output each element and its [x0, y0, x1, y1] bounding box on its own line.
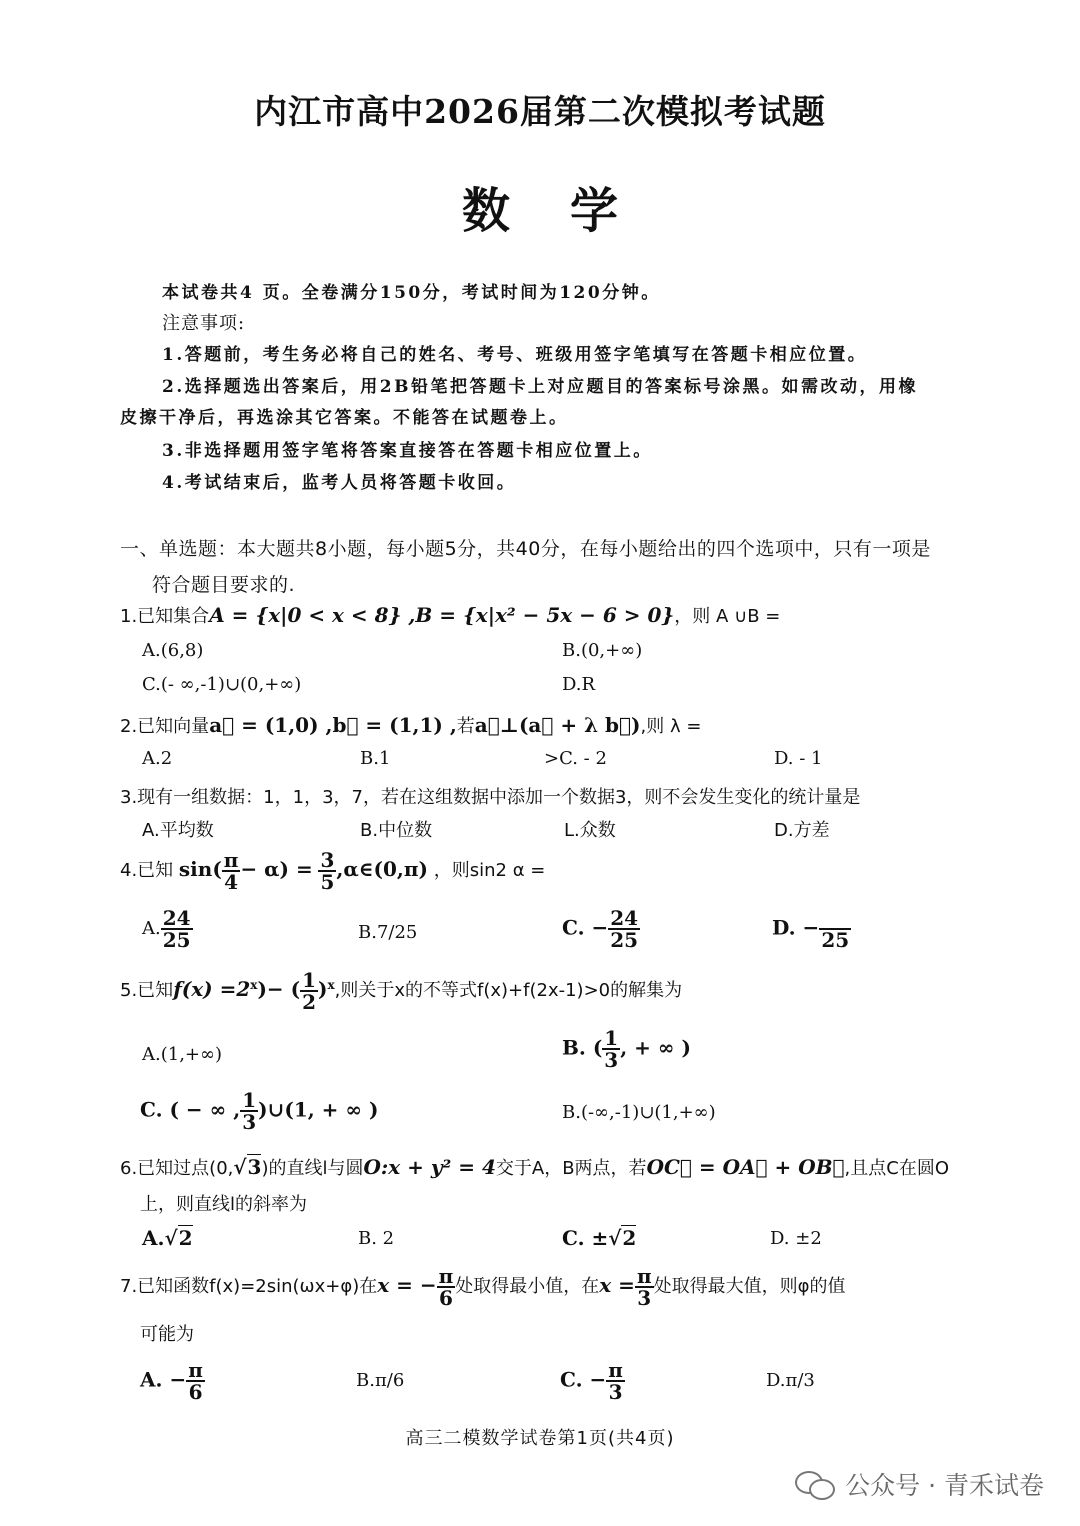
page-footer: 高三二模数学试卷第1页(共4页) — [405, 1428, 675, 1449]
q5-math-c: ) — [318, 977, 328, 1001]
question-7-stem — [120, 1266, 845, 1308]
q3-option-b: B.中位数 — [360, 820, 433, 841]
q6-option-a: A.√2 — [142, 1226, 193, 1250]
q7-three: 3 — [637, 1286, 652, 1310]
q4-c-label: C. − — [562, 915, 609, 940]
q4-mid: − α) = — [240, 857, 313, 881]
q5-c-frac — [240, 1090, 258, 1132]
q6-vector: OC⃗ = OA⃗ + OB⃗ — [646, 1155, 845, 1179]
q7-c-num: π — [608, 1358, 623, 1382]
q4-c-num: 24 — [610, 906, 639, 930]
question-2-stem — [120, 712, 701, 738]
q5-option-d: B.(-∞,-1)∪(1,+∞) — [562, 1102, 716, 1123]
notice-item-1: 1.答题前，考生务必将自己的姓名、考号、班级用签字笔填写在答题卡相应位置。 — [162, 345, 868, 365]
q4-option-d — [772, 908, 851, 950]
q5-b-rest: , + ∞ ) — [620, 1035, 691, 1060]
q7-c-label: C. − — [560, 1367, 607, 1392]
q4-three: 3 — [320, 848, 335, 872]
q7-frac-pi-6 — [437, 1266, 456, 1308]
q4-a-frac — [161, 908, 193, 950]
notice-item-2b: 皮擦干净后，再选涂其它答案。不能答在试题卷上。 — [120, 408, 569, 428]
q7-pi-1: π — [438, 1264, 454, 1288]
q4-four: 4 — [224, 870, 239, 894]
q7-option-d: D.π/3 — [766, 1370, 815, 1391]
q5-sup-2: x — [327, 978, 335, 992]
q5-prefix: 5.已知 — [120, 980, 174, 1001]
q6-mid1: )的直线l与圆 — [261, 1158, 364, 1179]
exam-title: 内江市高中2026届第二次模拟考试题 — [254, 92, 826, 131]
q7-option-a — [140, 1360, 205, 1402]
q5-option-a: A.(1,+∞) — [142, 1044, 223, 1065]
q2-math: a⃗ = (1,0) ,b⃗ = (1,1) , — [209, 713, 457, 737]
q6-c-label: C. ± — [562, 1226, 609, 1250]
q4-a-num: 24 — [162, 906, 191, 930]
q4-option-b: B.7/25 — [358, 922, 418, 943]
q5-math-a: f(x) =2 — [173, 977, 251, 1001]
q3-option-a: A.平均数 — [142, 820, 214, 841]
q6-option-b: B. 2 — [358, 1228, 395, 1249]
q6-stem-cont: 上，则直线l的斜率为 — [140, 1194, 308, 1215]
q7-six: 6 — [439, 1286, 453, 1310]
q5-two: 2 — [302, 990, 317, 1014]
q4-d-label: D. − — [772, 915, 820, 940]
q6-mid2: 交于A，B两点，若 — [495, 1158, 647, 1179]
q4-option-a — [142, 908, 193, 950]
q4-d-num-blank — [819, 908, 851, 930]
question-5-stem — [120, 970, 682, 1012]
q7-x1: x = − — [377, 1273, 437, 1297]
q7-option-c — [560, 1360, 625, 1402]
q4-rest: ,α∈(0,π) — [336, 857, 428, 881]
q4-pi: π — [223, 848, 239, 872]
q2-option-a: A.2 — [142, 748, 173, 769]
q7-mid: 处取得最小值，在 — [455, 1276, 600, 1297]
q4-suffix: ，则sin2 α = — [433, 860, 546, 881]
q6-circle: O:x + y² = 4 — [363, 1155, 496, 1179]
q7-a-num: π — [188, 1358, 203, 1382]
q6-c-sqrt: 2 — [622, 1226, 637, 1250]
q5-suffix: ,则关于x的不等式f(x)+f(2x-1)>0的解集为 — [334, 980, 683, 1001]
question-3-stem: 3.现有一组数据：1，1，3，7，若在这组数据中添加一个数据3，则不会发生变化的统计量是 — [120, 787, 861, 808]
q7-option-b: B.π/6 — [356, 1370, 405, 1391]
q7-x2: x = — [599, 1273, 635, 1297]
q7-a-label: A. − — [140, 1367, 187, 1392]
q5-frac-half — [300, 970, 318, 1012]
q7-a-frac — [186, 1360, 205, 1402]
q6-prefix: 6.已知过点(0, — [120, 1158, 234, 1179]
subject-title: 数学 — [461, 183, 678, 239]
notice-item-4: 4.考试结束后，监考人员将答题卡收回。 — [162, 473, 517, 493]
notice-item-3: 3.非选择题用签字笔将答案直接答在答题卡相应位置上。 — [162, 441, 653, 461]
notice-intro: 本试卷共4 页。全卷满分150分，考试时间为120分钟。 — [162, 283, 661, 303]
q5-math-b: )− ( — [257, 977, 301, 1001]
q4-frac-3-5 — [318, 850, 336, 892]
q4-c-den: 25 — [610, 928, 639, 952]
q4-a-den: 25 — [162, 928, 191, 952]
q5-b-den: 3 — [604, 1048, 619, 1072]
q4-option-c — [562, 908, 640, 950]
question-4-stem — [120, 850, 545, 892]
q6-sqrt3: 3 — [247, 1155, 262, 1179]
q2-option-d: D. - 1 — [774, 748, 823, 769]
section-heading-cont: 符合题目要求的. — [152, 574, 296, 596]
q4-prefix: 4.已知 — [120, 860, 174, 881]
q4-sin: sin( — [178, 857, 222, 881]
q6-option-d: D. ±2 — [770, 1228, 822, 1249]
q1-option-d: D.R — [562, 674, 596, 695]
q1-suffix: ，则 A ∪B = — [674, 606, 781, 627]
q1-option-b: B.(0,+∞) — [562, 640, 643, 661]
q2-prefix: 2.已知向量 — [120, 716, 210, 737]
q1-option-c: C.(- ∞,-1)∪(0,+∞) — [142, 674, 302, 695]
notice-item-2a: 2.选择题选出答案后，用2B铅笔把答题卡上对应题目的答案标号涂黑。如需改动，用橡 — [162, 377, 918, 397]
question-6-stem: 6.已知过点(0,√3)的直线l与圆O:x + y² = 4交于A，B两点，若OC⃗ = OA⃗ + OB⃗,且点C在圆O — [120, 1155, 950, 1179]
q5-option-c — [140, 1090, 379, 1132]
q5-c-num: 1 — [242, 1088, 257, 1112]
q5-b-num: 1 — [604, 1026, 619, 1050]
q7-a-den: 6 — [188, 1380, 203, 1404]
q1-prefix: 1.已知集合 — [120, 606, 210, 627]
q5-c-label: C. ( − ∞ , — [140, 1097, 241, 1122]
q4-frac-pi-4 — [222, 850, 241, 892]
q3-option-d: D.方差 — [774, 820, 830, 841]
q4-d-frac — [819, 908, 851, 950]
q5-one: 1 — [302, 968, 317, 992]
q5-b-label: B. ( — [562, 1035, 603, 1060]
q5-option-b — [562, 1028, 691, 1070]
q7-suffix: 处取得最大值，则φ的值 — [653, 1276, 846, 1297]
q5-c-den: 3 — [242, 1110, 257, 1134]
q7-pi-2: π — [636, 1264, 652, 1288]
q4-c-frac — [608, 908, 640, 950]
q4-five: 5 — [320, 870, 335, 894]
q6-option-c: C. ±√2 — [562, 1226, 637, 1250]
watermark-text: 公众号 · 青禾试卷 — [845, 1471, 1044, 1500]
q5-b-frac — [602, 1028, 620, 1070]
q1-option-a: A.(6,8) — [142, 640, 204, 661]
q1-math: A = {x|0 < x < 8} ,B = {x|x² − 5x − 6 > 0} — [209, 603, 675, 627]
q7-stem-cont: 可能为 — [140, 1324, 194, 1345]
wechat-icon — [795, 1469, 835, 1499]
q7-c-frac — [606, 1360, 625, 1402]
q2-math2: a⃗⊥(a⃗ + λ b⃗) — [474, 713, 641, 737]
q5-c-rest: )∪(1, + ∞ ) — [258, 1097, 379, 1122]
q5-sup-1: x — [250, 978, 258, 992]
q6-suffix: ,且点C在圆O — [844, 1158, 950, 1179]
q7-c-den: 3 — [608, 1380, 623, 1404]
watermark — [795, 1466, 1044, 1502]
q2-mid: 若 — [456, 716, 475, 737]
q3-option-c: L.众数 — [564, 820, 616, 841]
question-1-stem — [120, 602, 780, 628]
q2-suffix: ,则 λ = — [640, 716, 702, 737]
q6-a-sqrt: 2 — [178, 1226, 193, 1250]
q7-frac-pi-3 — [635, 1266, 654, 1308]
q7-prefix: 7.已知函数f(x)=2sin(ωx+φ)在 — [120, 1276, 378, 1297]
q6-a-label: A. — [142, 1226, 165, 1250]
section-heading: 一、单选题：本大题共8小题，每小题5分，共40分，在每小题给出的四个选项中，只有一项是 — [120, 538, 931, 560]
q4-a-label: A. — [142, 918, 161, 939]
notice-label: 注意事项: — [162, 313, 246, 334]
q2-option-c: >C. - 2 — [544, 748, 607, 769]
q4-d-den: 25 — [821, 928, 850, 952]
q2-option-b: B.1 — [360, 748, 391, 769]
